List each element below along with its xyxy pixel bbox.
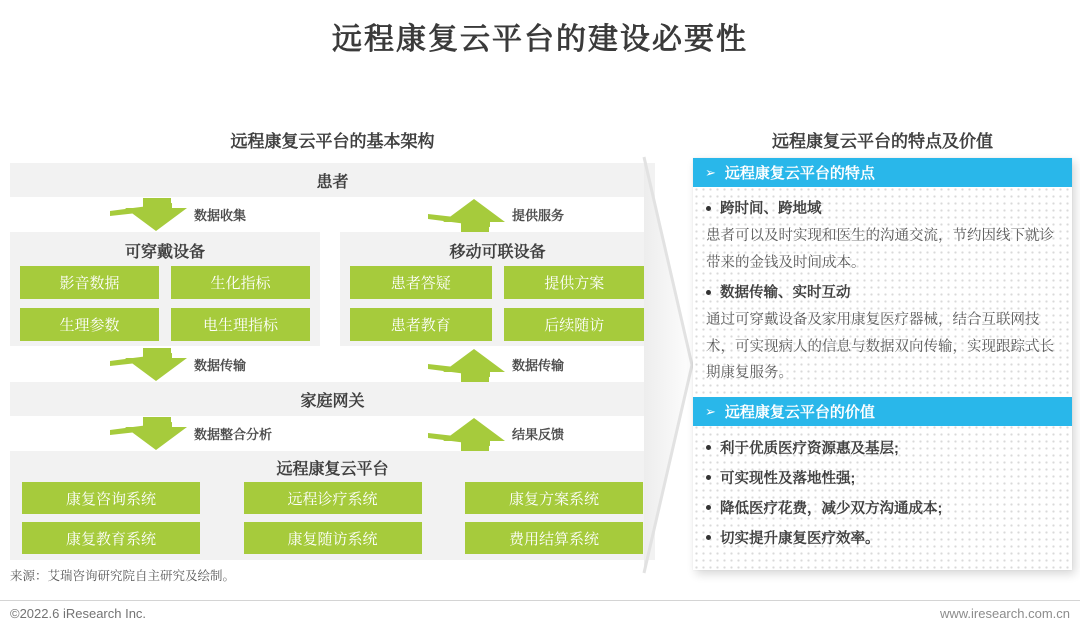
values-header-label: 远程康复云平台的价值 — [724, 404, 875, 422]
value-point-text: 利于优质医疗资源惠及基层; — [720, 441, 899, 458]
bullet-dot-icon — [706, 475, 711, 480]
flow-label-collect: 数据收集 — [194, 208, 247, 223]
down-arrow-icon — [110, 417, 188, 451]
flow-collect — [110, 197, 246, 232]
page-fold-divider — [640, 155, 698, 575]
bullet-dot-icon — [706, 290, 711, 295]
chevron-marker-icon: ➢ — [705, 164, 716, 180]
mobile-item: 患者教育 — [350, 308, 492, 341]
flow-label-feedback: 结果反馈 — [512, 427, 565, 442]
flow-row-transmit — [10, 347, 655, 382]
mobile-item: 后续随访 — [504, 308, 646, 341]
flow-transmit-left — [110, 347, 246, 382]
mobile-devices-title: 移动可联设备 — [449, 244, 546, 261]
wearable-item: 生理参数 — [20, 308, 159, 341]
bullet-dot-icon — [706, 505, 711, 510]
down-arrow-icon — [110, 348, 188, 382]
wearable-devices-title: 可穿戴设备 — [124, 244, 205, 261]
wearable-item: 电生理指标 — [171, 308, 310, 341]
bullet-dot-icon — [706, 535, 711, 540]
flow-serve — [428, 197, 564, 232]
features-body — [693, 187, 1072, 397]
values-body — [693, 426, 1072, 562]
up-arrow-icon — [428, 417, 506, 451]
platform-system: 康复随访系统 — [244, 522, 422, 554]
features-panel — [693, 158, 1072, 570]
feature-point-title: 跨时间、跨地域 — [720, 201, 822, 217]
bullet-dot-icon — [706, 206, 711, 211]
cloud-platform-grid — [22, 482, 643, 554]
up-arrow-icon — [428, 348, 506, 382]
platform-system: 费用结算系统 — [465, 522, 643, 554]
feature-point-text: 患者可以及时实现和医生的沟通交流，节约因线下就诊带来的金钱及时间成本。 — [706, 228, 1054, 271]
footer-copyright: ©2022.6 iResearch Inc. — [10, 606, 147, 621]
patient-bar: 患者 — [10, 163, 655, 197]
feature-point — [706, 280, 1059, 306]
architecture-heading: 远程康复云平台的基本架构 — [230, 132, 435, 151]
source-note: 来源：艾瑞咨询研究院自主研究及绘制。 — [10, 569, 236, 583]
flow-row-integrate-feedback — [10, 416, 655, 451]
flow-row-collect-serve — [10, 197, 655, 232]
value-point-text: 可实现性及落地性强; — [720, 471, 856, 488]
value-point — [706, 435, 1059, 464]
features-section-header — [693, 158, 1072, 187]
value-point-text: 降低医疗花费，减少双方沟通成本; — [720, 501, 943, 518]
mobile-item: 患者答疑 — [350, 266, 492, 299]
flow-label-transmit-left: 数据传输 — [194, 358, 247, 373]
cloud-platform-section — [10, 451, 655, 560]
platform-system: 康复教育系统 — [22, 522, 200, 554]
feature-point — [706, 196, 1059, 222]
feature-point-title: 数据传输、实时互动 — [720, 284, 851, 301]
down-arrow-icon — [110, 198, 188, 232]
flow-label-serve: 提供服务 — [512, 208, 565, 223]
value-point-text: 切实提升康复医疗效率。 — [720, 531, 880, 548]
flow-label-integrate: 数据整合分析 — [194, 427, 273, 442]
footer-divider — [0, 600, 1080, 601]
platform-system: 康复咨询系统 — [22, 482, 200, 514]
values-section-header — [693, 397, 1072, 426]
flow-label-transmit-right: 数据传输 — [512, 358, 565, 373]
mobile-devices-box — [340, 232, 655, 346]
mobile-item: 提供方案 — [504, 266, 646, 299]
value-point — [706, 465, 1059, 494]
flow-feedback — [428, 416, 564, 451]
platform-system: 康复方案系统 — [465, 482, 643, 514]
value-point — [706, 495, 1059, 524]
features-header-label: 远程康复云平台的特点 — [724, 165, 875, 182]
wearable-devices-box — [10, 232, 320, 346]
wearable-item: 生化指标 — [171, 266, 310, 299]
wearable-item: 影音数据 — [20, 266, 159, 299]
architecture-diagram — [10, 125, 655, 565]
flow-integrate — [110, 416, 272, 451]
flow-transmit-right — [428, 347, 564, 382]
features-panel-heading: 远程康复云平台的特点及价值 — [772, 132, 993, 151]
platform-system: 远程诊疗系统 — [244, 482, 422, 514]
chevron-marker-icon: ➢ — [705, 403, 716, 419]
wearable-devices-grid — [20, 266, 310, 341]
feature-point-text: 通过可穿戴设备及家用康复医疗器械，结合互联网技术，可实现病人的信息与数据双向传输，实现跟踪式长期康复服务。 — [706, 311, 1054, 382]
gateway-bar: 家庭网关 — [10, 382, 655, 416]
footer-website: www.iresearch.com.cn — [939, 606, 1070, 621]
up-arrow-icon — [428, 198, 506, 232]
value-point — [706, 525, 1059, 554]
page-title: 远程康复云平台的建设必要性 — [332, 23, 748, 56]
bullet-dot-icon — [706, 445, 711, 450]
cloud-platform-title: 远程康复云平台 — [276, 461, 389, 478]
mobile-devices-grid — [350, 266, 645, 341]
